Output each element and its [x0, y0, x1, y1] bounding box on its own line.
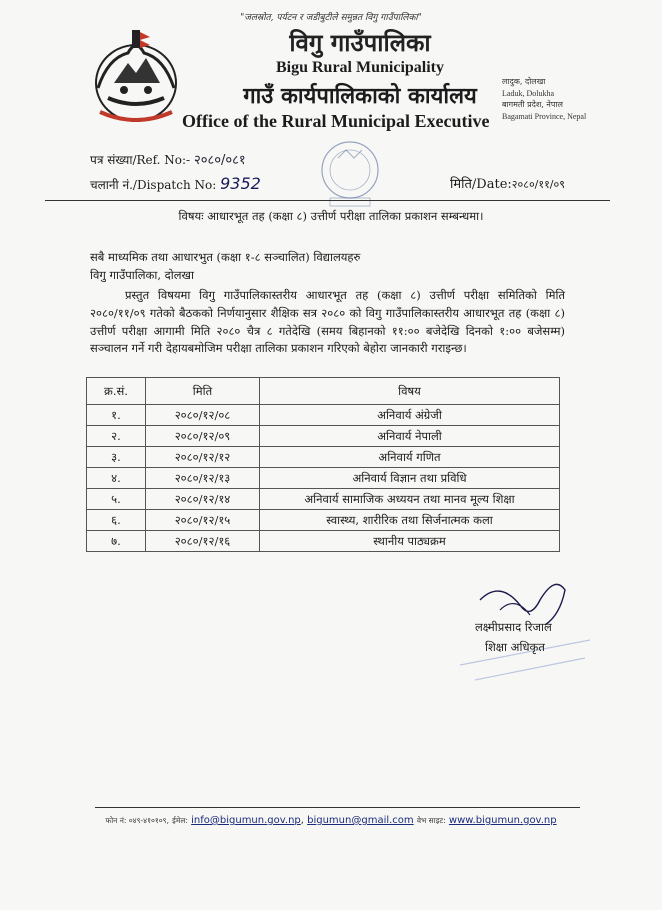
- row-subject: अनिवार्य सामाजिक अध्ययन तथा मानव मूल्य शिक्षा: [260, 489, 560, 510]
- footer-website-link[interactable]: www.bigumun.gov.np: [448, 815, 557, 826]
- dispatch-label: चलानी नं./Dispatch No:: [90, 178, 217, 192]
- table-row: [87, 426, 560, 447]
- dispatch-number: [90, 174, 261, 193]
- date-value: २०८०/११/०९: [511, 178, 565, 191]
- row-subject: स्थानीय पाठ्यक्रम: [260, 531, 560, 552]
- address-en-2: Bagamati Province, Nepal: [502, 112, 587, 121]
- address-np-1: लादुक, दोलखा: [502, 77, 546, 86]
- row-date: २०८०/१२/०८: [146, 405, 260, 426]
- table-header-row: [87, 378, 560, 405]
- address-en-1: Laduk, Dolukha: [502, 89, 554, 98]
- row-subject: अनिवार्य विज्ञान तथा प्रविधि: [260, 468, 560, 489]
- row-subject: अनिवार्य नेपाली: [260, 426, 560, 447]
- header-subject: विषय: [260, 378, 560, 405]
- row-serial: ५.: [87, 489, 146, 510]
- letter-date: [450, 174, 565, 192]
- signatory-name: लक्ष्मीप्रसाद रिजाल: [475, 620, 552, 634]
- row-serial: ७.: [87, 531, 146, 552]
- office-stamp-icon: [300, 128, 400, 220]
- header-motto: "जलस्रोत, पर्यटन र जडीबुटीले समुन्नत विगु गाउँपालिका": [240, 13, 422, 23]
- row-subject: अनिवार्य गणित: [260, 447, 560, 468]
- table-row: [87, 510, 560, 531]
- header-date: मिति: [146, 378, 260, 405]
- row-serial: ६.: [87, 510, 146, 531]
- table-row: [87, 447, 560, 468]
- row-date: २०८०/१२/१३: [146, 468, 260, 489]
- footer-divider: [95, 807, 580, 808]
- row-date: २०८०/१२/०९: [146, 426, 260, 447]
- footer-email-2-link[interactable]: bigumun@gmail.com: [307, 815, 414, 826]
- row-date: २०८०/१२/१५: [146, 510, 260, 531]
- row-serial: २.: [87, 426, 146, 447]
- office-title-en: Office of the Rural Municipal Executive: [182, 111, 490, 131]
- addressee-line-2: विगु गाउँपालिका, दोलखा: [90, 268, 194, 282]
- ref-value: २०८०/०८१: [193, 153, 246, 168]
- row-subject: अनिवार्य अंग्रेजी: [260, 405, 560, 426]
- office-title-np: गाउँ कार्यपालिकाको कार्यालय: [243, 83, 477, 109]
- municipality-title-en: Bigu Rural Municipality: [275, 59, 445, 76]
- nepal-emblem-icon: [88, 28, 184, 128]
- footer-email-1-link[interactable]: info@bigumun.gov.np: [191, 815, 301, 826]
- dispatch-value: 9352: [220, 174, 261, 193]
- table-row: [87, 531, 560, 552]
- row-subject: स्वास्थ्य, शारीरिक तथा सिर्जनात्मक कला: [260, 510, 560, 531]
- exam-schedule-table: [86, 377, 560, 552]
- footer-email-label: ईमेल:: [172, 816, 188, 825]
- row-date: २०८०/१२/१४: [146, 489, 260, 510]
- signatory-designation: शिक्षा अधिकृत: [485, 640, 545, 654]
- ref-number: [90, 150, 246, 168]
- footer-contact: फोन नं: ०४९-४१०१०९, ईमेल: info@bigumun.gov.np, bigumun@gmail.com वेभ साइट: www.bigumun.gov.np: [105, 815, 557, 826]
- ref-label: पत्र संख्या/Ref. No:-: [90, 153, 191, 167]
- municipality-title-np: विगु गाउँपालिका: [289, 28, 431, 57]
- addressee-line-1: सबै माध्यमिक तथा आधारभुत (कक्षा १-८ सञ्चालित) विद्यालयहरु: [90, 250, 361, 264]
- row-date: २०८०/१२/१२: [146, 447, 260, 468]
- address-np-2: बागमती प्रदेश, नेपाल: [502, 100, 563, 109]
- table-row: [87, 489, 560, 510]
- row-serial: ४.: [87, 468, 146, 489]
- row-serial: १.: [87, 405, 146, 426]
- footer-web-label: वेभ साइट:: [416, 816, 446, 825]
- date-label: मिति/Date:: [450, 177, 512, 192]
- header-serial: क्र.सं.: [87, 378, 146, 405]
- letter-body: प्रस्तुत विषयमा विगु गाउँपालिकास्तरीय आधारभूत तह (कक्षा ८) उत्तीर्ण परीक्षा समितिको मिति २०८०/११/०९ गतेको बैठकको निर्णयानुसार शैक्षिक सत्र २०८० को विगु गाउँपालिकास्तरीय आधारभूत तह (कक्षा ८) उत्तीर्ण परीक्षा आगामी मिति २०८० चैत्र ८ गतेदेखि (समय बिहानको ११:०० बजेदेखि दिनको १:०० बजेसम्म) सञ्चालन गर्ने गरी देहायबमोजिम परीक्षा तालिका प्रकाशन गरिएको बेहोरा जानकारी गराइन्छ।: [90, 288, 565, 356]
- letter-subject: विषयः आधारभूत तह (कक्षा ८) उत्तीर्ण परीक्षा तालिका प्रकाशन सम्बन्धमा।: [178, 209, 484, 223]
- footer-phone: फोन नं: ०४९-४१०१०९,: [105, 816, 169, 825]
- row-serial: ३.: [87, 447, 146, 468]
- header-divider: [45, 200, 610, 201]
- table-row: [87, 405, 560, 426]
- row-date: २०८०/१२/१६: [146, 531, 260, 552]
- table-row: [87, 468, 560, 489]
